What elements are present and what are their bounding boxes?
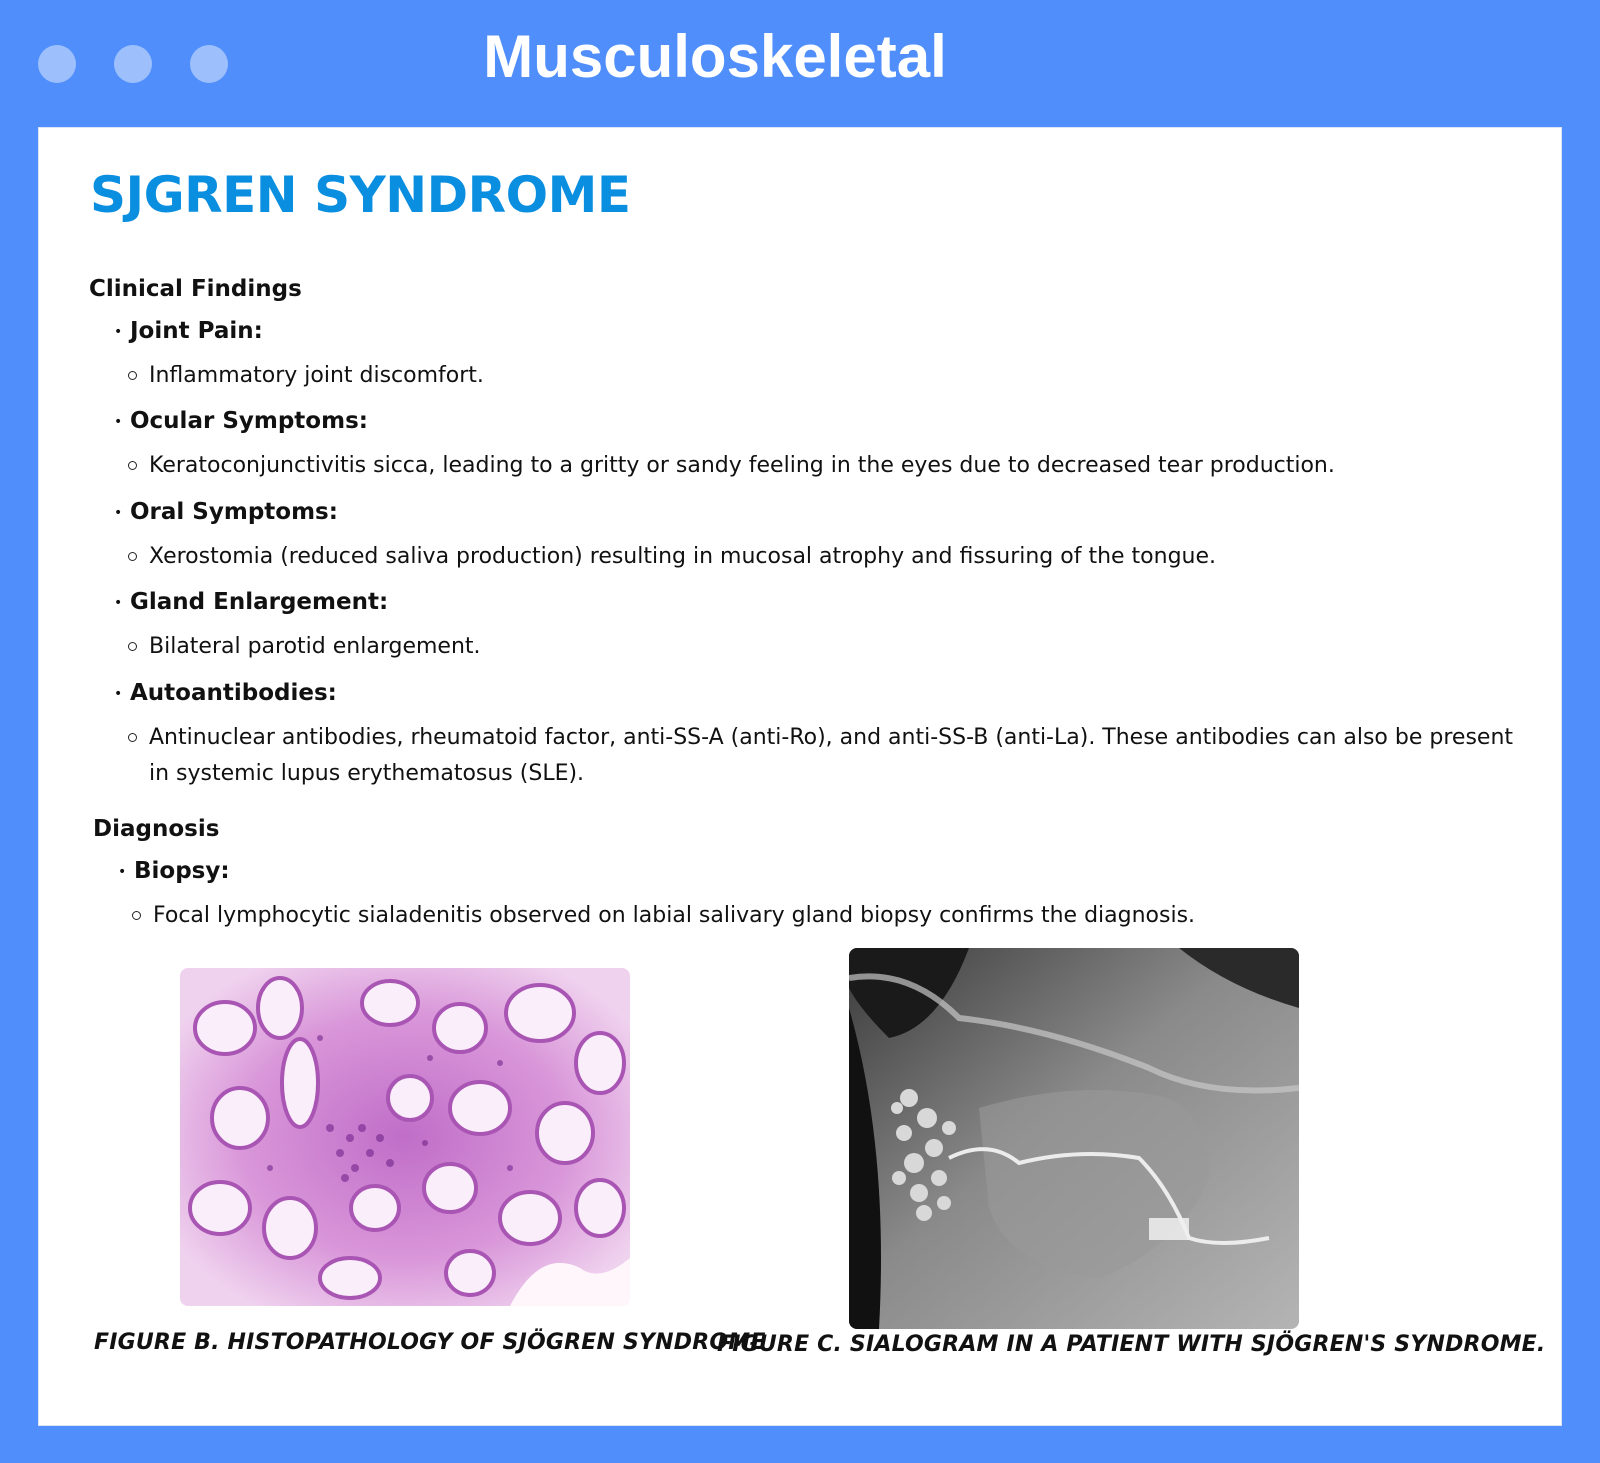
list-item: [118, 858, 230, 884]
figure-b-caption: FIGURE B. HISTOPATHOLOGY OF SJÖGREN SYNDROME: [94, 1330, 766, 1355]
circle-bullet-icon: [128, 733, 137, 742]
bullet-icon: •: [114, 594, 123, 611]
item-detail: Focal lymphocytic sialadenitis observed on labial salivary gland biopsy confirms the diagnosis.: [153, 898, 1195, 934]
bullet-icon: •: [114, 504, 123, 521]
list-item: [114, 318, 263, 344]
circle-bullet-icon: [128, 371, 137, 380]
window-title: Musculoskeletal: [483, 23, 947, 90]
item-label: Oral Symptoms:: [130, 499, 338, 525]
circle-bullet-icon: [132, 911, 141, 920]
sialogram-image: [849, 948, 1299, 1329]
list-item: [114, 408, 368, 434]
bullet-icon: •: [118, 863, 127, 880]
list-item: [114, 589, 388, 615]
item-detail: Keratoconjunctivitis sicca, leading to a gritty or sandy feeling in the eyes due to decreased tear production.: [149, 448, 1335, 484]
circle-bullet-icon: [128, 461, 137, 470]
bullet-icon: •: [114, 323, 123, 340]
item-label: Ocular Symptoms:: [130, 408, 368, 434]
figure-c-caption: FIGURE C. SIALOGRAM IN A PATIENT WITH SJÖGREN'S SYNDROME.: [717, 1332, 1546, 1357]
page-title: SJGREN SYNDROME: [90, 166, 631, 224]
item-detail: Bilateral parotid enlargement.: [149, 629, 481, 665]
item-detail: Antinuclear antibodies, rheumatoid factor, anti-SS-A (anti-Ro), and anti-SS-B (anti-La). These antibodies can also be present in systemic lupus erythematosus (SLE).: [149, 720, 1529, 792]
circle-bullet-icon: [128, 552, 137, 561]
window-titlebar: [0, 0, 1600, 127]
circle-bullet-icon: [128, 642, 137, 651]
item-label: Autoantibodies:: [130, 680, 337, 706]
list-item: [114, 499, 338, 525]
section-heading-diagnosis: Diagnosis: [93, 816, 220, 842]
item-label: Joint Pain:: [130, 318, 263, 344]
bullet-icon: •: [114, 685, 123, 702]
item-detail: Xerostomia (reduced saliva production) resulting in mucosal atrophy and fissuring of the tongue.: [149, 539, 1216, 575]
item-detail: Inflammatory joint discomfort.: [149, 358, 484, 394]
item-label: Biopsy:: [134, 858, 230, 884]
document-panel: [38, 127, 1562, 1426]
bullet-icon: •: [114, 413, 123, 430]
list-item: [114, 680, 337, 706]
section-heading-clinical-findings: Clinical Findings: [89, 276, 302, 302]
histopathology-image: [180, 968, 630, 1306]
item-label: Gland Enlargement:: [130, 589, 389, 615]
